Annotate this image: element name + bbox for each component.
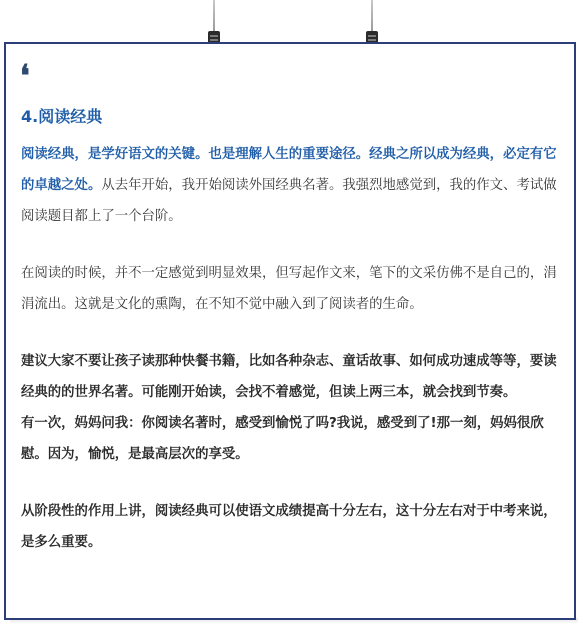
paragraph-1 (21, 139, 562, 232)
hanging-clip-right (366, 0, 378, 48)
paragraph-3: 建议大家不要让孩子读那种快餐书籍，比如各种杂志、童话故事、如何成功速成等等，要读经典的的世界名著。可能刚开始读，会找不着感觉，但读上两三本，就会找到节奏。 (21, 354, 557, 400)
hanging-wire-right (371, 0, 373, 32)
section-heading: 4.阅读经典 (21, 107, 103, 126)
hanging-clip-left (208, 0, 220, 48)
paragraph-gap (21, 470, 562, 496)
paragraph-5: 从阶段性的作用上讲，阅读经典可以使语文成绩提高十分左右，这十分左右对于中考来说，是多么重要。 (21, 504, 557, 550)
paragraph-gap (21, 320, 562, 346)
article-body (21, 139, 562, 558)
quote-mark-icon: ❛ (20, 59, 30, 94)
hanging-wire-left (213, 0, 215, 32)
paragraph-1-highlight: 阅读经典，是学好语文的关键。也是理解人生的重要途径。经典之所以成为经典，必定有它的卓越之处。 (21, 147, 557, 193)
paragraph-4: 有一次，妈妈问我：你阅读名著时，感受到愉悦了吗?我说，感受到了!那一刻，妈妈很欣慰。因为，愉悦，是最高层次的享受。 (21, 416, 544, 462)
paragraph-gap (21, 232, 562, 258)
paragraph-2: 在阅读的时候，并不一定感觉到明显效果，但写起作文来，笔下的文采仿佛不是自己的，涓涓流出。这就是文化的熏陶，在不知不觉中融入到了阅读者的生命。 (21, 266, 557, 312)
paragraph-1-text: 从去年开始，我开始阅读外国经典名著。我强烈地感觉到，我的作文、考试做阅读题目都上了一个台阶。 (21, 178, 557, 224)
